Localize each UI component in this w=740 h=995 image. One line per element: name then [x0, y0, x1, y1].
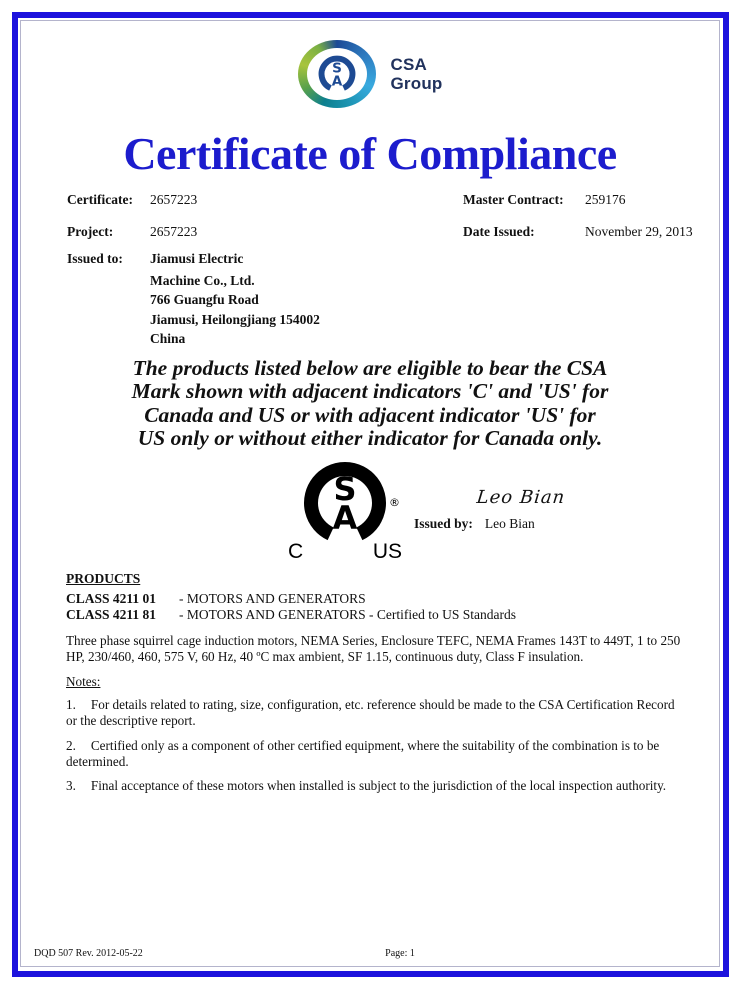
issued-by-value: Leo Bian	[484, 516, 535, 531]
svg-text:®: ®	[389, 496, 400, 509]
note-text: Certified only as a component of other certified equipment, where the suitability of the combination is to be determined.	[66, 738, 660, 769]
note-item	[66, 778, 683, 794]
issued-to-name: Jiamusi Electric	[150, 251, 244, 266]
statement-line: Canada and US or with adjacent indicator 'US' for	[144, 402, 596, 427]
product-class-row	[66, 591, 366, 607]
issued-by-row	[414, 516, 535, 532]
date-issued-label: Date Issued:	[463, 224, 535, 239]
svg-text:S: S	[333, 470, 357, 508]
statement-line: Mark shown with adjacent indicators 'C' and 'US' for	[131, 379, 609, 404]
issued-by-label: Issued by:	[414, 516, 473, 531]
issued-to-address	[150, 271, 320, 348]
wordmark-line1: CSA	[390, 55, 427, 74]
svg-text:A: A	[331, 73, 342, 90]
note-number: 2.	[66, 738, 76, 753]
csa-monogram-blue-icon	[314, 54, 360, 94]
csa-logo-center	[307, 48, 367, 100]
date-issued-value: November 29, 2013	[585, 224, 693, 239]
address-line: Jiamusi, Heilongjiang 154002	[150, 311, 320, 327]
address-line: 766 Guangfu Road	[150, 292, 259, 308]
svg-text:S: S	[331, 60, 342, 77]
products-heading: PRODUCTS	[66, 571, 141, 586]
signature-script: Leo Bian	[475, 487, 567, 508]
statement-line: The products listed below are eligible to bear the CSA	[132, 356, 608, 380]
class-code: CLASS 4211 01	[66, 591, 157, 606]
footer-doc-ref: DQD 507 Rev. 2012-05-22	[34, 948, 143, 959]
class-description: - MOTORS AND GENERATORS	[179, 591, 366, 606]
note-text: For details related to rating, size, configuration, etc. reference should be made to the CSA Certification Record or the descriptive report.	[66, 697, 675, 728]
certificate-value: 2657223	[150, 192, 198, 207]
wordmark-line2: Group	[390, 74, 443, 93]
eligibility-statement	[62, 357, 678, 451]
svg-text:A: A	[332, 499, 358, 537]
master-contract-value: 259176	[585, 192, 626, 207]
class-code: CLASS 4211 81	[66, 607, 157, 622]
product-description: Three phase squirrel cage induction motors, NEMA Series, Enclosure TEFC, NEMA Frames 143T to 449T, 1 to 250 HP, 230/460, 460, 575 V, 60 Hz, 40 ºC max ambient, SF 1.15, continuous duty, Class F insulation.	[66, 633, 681, 664]
page-title: Certificate of Compliance	[123, 128, 617, 179]
note-number: 3.	[66, 778, 76, 793]
issued-to-label: Issued to:	[67, 251, 123, 266]
note-text: Final acceptance of these motors when installed is subject to the jurisdiction of the local inspection authority.	[90, 778, 667, 793]
note-item	[66, 738, 683, 770]
csa-logo-swirl-icon	[298, 40, 376, 108]
svg-text:C: C	[288, 540, 304, 559]
project-value: 2657223	[150, 224, 198, 239]
notes-heading: Notes:	[66, 674, 101, 689]
note-item	[66, 697, 683, 729]
class-description: - MOTORS AND GENERATORS - Certified to US Standards	[179, 607, 517, 622]
address-line: China	[150, 330, 186, 346]
master-contract-label: Master Contract:	[463, 192, 564, 207]
statement-line: US only or without either indicator for Canada only.	[137, 426, 603, 451]
footer-page-number: Page: 1	[385, 948, 415, 959]
csa-certification-mark-icon	[288, 459, 402, 559]
note-number: 1.	[66, 697, 76, 712]
project-label: Project:	[67, 224, 114, 239]
svg-text:US: US	[372, 540, 402, 559]
certificate-label: Certificate:	[67, 192, 133, 207]
csa-group-logo	[0, 40, 740, 108]
csa-group-wordmark	[391, 40, 443, 108]
address-line: Machine Co., Ltd.	[150, 273, 255, 288]
product-class-row	[66, 607, 516, 623]
